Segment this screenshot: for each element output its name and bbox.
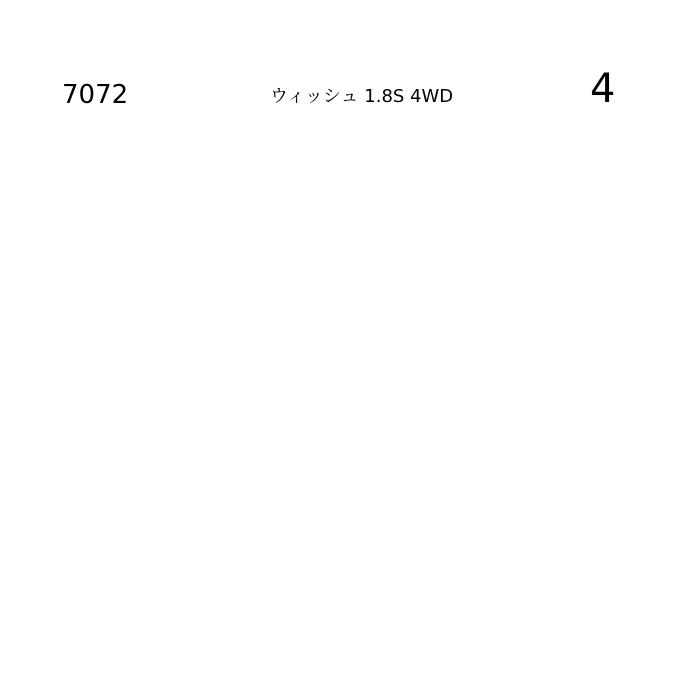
lot: 7072: [62, 80, 129, 110]
car: ウィッシュ 1.8S 4WD: [270, 86, 454, 107]
grade: 4: [590, 66, 616, 112]
